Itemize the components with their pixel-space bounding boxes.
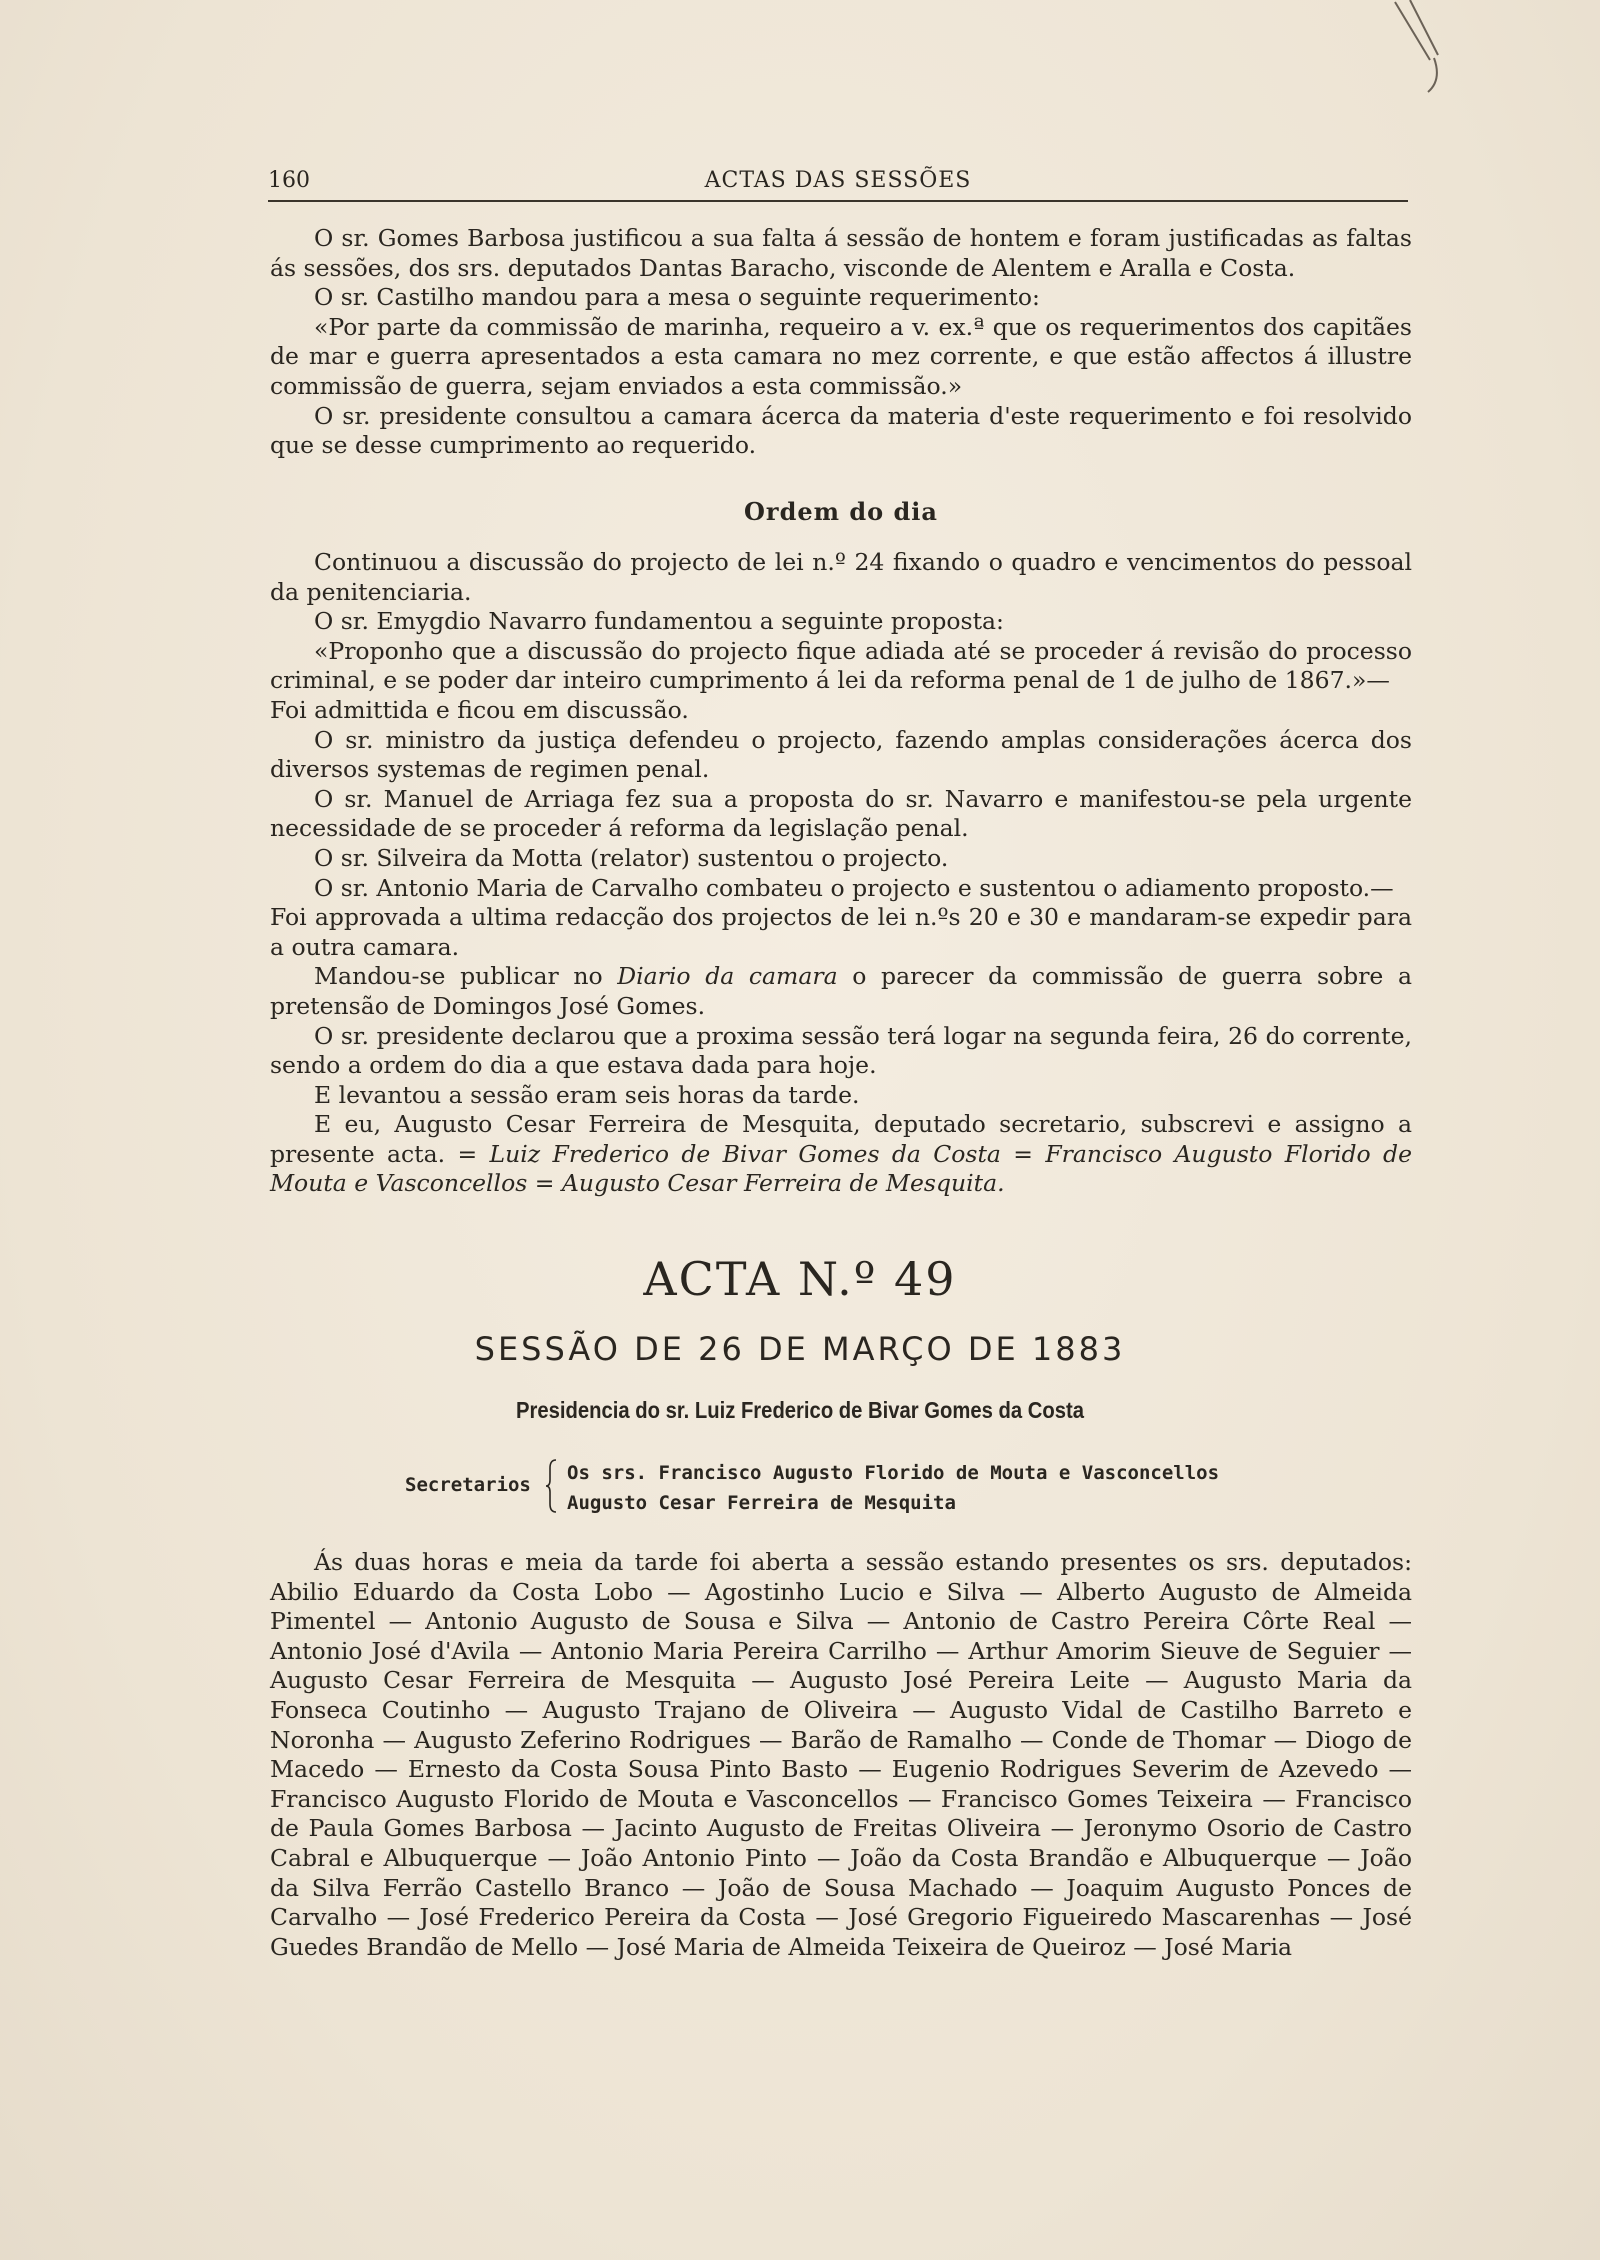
secretary-name: Os srs. Francisco Augusto Florido de Mouta e Vasconcellos bbox=[567, 1462, 1220, 1484]
secretaries-label: Secretarios bbox=[405, 1474, 531, 1496]
opening-section bbox=[270, 224, 1412, 461]
paragraph: O sr. Manuel de Arriaga fez sua a proposta do sr. Navarro e manifestou-se pela urgente necessidade de se proceder á reforma da legislação penal. bbox=[270, 784, 1412, 843]
secretary-name: Augusto Cesar Ferreira de Mesquita bbox=[567, 1492, 956, 1514]
page-header bbox=[268, 162, 1408, 202]
paragraph: O sr. presidente consultou a camara ácerca da materia d'este requerimento e foi resolvido que se desse cumprimento ao requerido. bbox=[270, 401, 1412, 460]
diario-text-after: o parecer da commissão de guerra sobre a pretensão de Domingos José Gomes. bbox=[270, 962, 1412, 1020]
session-title: SESSÃO DE 26 DE MARÇO DE 1883 bbox=[474, 1330, 1126, 1368]
running-head: ACTAS DAS SESSÕES bbox=[704, 168, 972, 193]
paragraph: «Proponho que a discussão do projecto fique adiada até se proceder á revisão do processo criminal, e se poder dar inteiro cumprimento á lei da reforma penal de 1 de julho de 1867.»— bbox=[270, 636, 1412, 695]
ordem-do-dia-section bbox=[270, 548, 1412, 1199]
paragraph bbox=[270, 962, 1412, 1021]
acta-title: ACTA N.º 49 bbox=[643, 1252, 957, 1306]
paragraph: O sr. Gomes Barbosa justificou a sua falta á sessão de hontem e foram justificadas as faltas ás sessões, dos srs. deputados Dantas Baracho, visconde de Alentem e Aralla e Costa. bbox=[270, 224, 1412, 282]
paragraph: O sr. Antonio Maria de Carvalho combateu o projecto e sustentou o adiamento proposto.— bbox=[314, 873, 1394, 902]
page-number: 160 bbox=[268, 168, 310, 193]
signature-names: = Luiz Frederico de Bivar Gomes da Costa = Francisco Augusto Florido de Mouta e Vasconcellos = Augusto Cesar Ferreira de Mesquita. bbox=[270, 1139, 1412, 1198]
paragraph: O sr. Castilho mandou para a mesa o seguinte requerimento: bbox=[314, 283, 1040, 312]
paragraph: O sr. ministro da justiça defendeu o projecto, fazendo amplas considerações ácerca dos diversos systemas de regimen penal. bbox=[270, 725, 1412, 784]
diario-text-before: Mandou-se publicar no bbox=[314, 962, 618, 991]
attendance-section bbox=[270, 1548, 1412, 1962]
brace-icon bbox=[545, 1458, 559, 1514]
header-rule bbox=[268, 200, 1408, 202]
paragraph: O sr. Emygdio Navarro fundamentou a seguinte proposta: bbox=[314, 607, 1004, 636]
presidency-line: Presidencia do sr. Luiz Frederico de Bivar Gomes da Costa bbox=[515, 1397, 1085, 1423]
secretaries-names bbox=[567, 1458, 1219, 1518]
paragraph: O sr. presidente declarou que a proxima sessão terá logar na segunda feira, 26 do corrente, sendo a ordem do dia a que estava dada para hoje. bbox=[270, 1021, 1412, 1080]
paragraph: Continuou a discussão do projecto de lei n.º 24 fixando o quadro e vencimentos do pessoal da penitenciaria. bbox=[270, 548, 1412, 606]
attendance-paragraph: Ás duas horas e meia da tarde foi aberta a sessão estando presentes os srs. deputados: Abilio Eduardo da Costa Lobo — Agostinho Lucio e Silva — Alberto Augusto de Almeida Pimentel — Antonio Augusto de Sousa e Silva — Antonio de Castro Pereira Côrte Real — Antonio José d'Avila — Antonio Maria Pereira Carrilho — Arthur Amorim Sieuve de Seguier — Augusto Cesar Ferreira de Mesquita — Augusto José Pereira Leite — Augusto Maria da Fonseca Coutinho — Augusto Trajano de Oliveira — Augusto Vidal de Castilho Barreto e Noronha — Augusto Zeferino Rodrigues — Barão de Ramalho — Conde de Thomar — Diogo de Macedo — Ernesto da Costa Sousa Pinto Basto — Eugenio Rodrigues Severim de Azevedo — Francisco Augusto Florido de Mouta e Vasconcellos — Francisco Gomes Teixeira — Francisco de Paula Gomes Barbosa — Jacinto Augusto de Freitas Oliveira — Jeronymo Osorio de Castro Cabral e Albuquerque — João Antonio Pinto — João da Costa Brandão e Albuquerque — João da Silva Ferrão Castello Branco — João de Sousa Machado — Joaquim Augusto Ponces de Carvalho — José Frederico Pereira da Costa — José Gregorio Figueiredo Mascarenhas — José Guedes Brandão de Mello — José Maria de Almeida Teixeira de Queiroz — José Maria bbox=[270, 1548, 1412, 1961]
paragraph: «Por parte da commissão de marinha, requeiro a v. ex.ª que os requerimentos dos capitães de mar e guerra apresentados a esta camara no mez corrente, e que estão affectos á illustre commissão de guerra, sejam enviados a esta commissão.» bbox=[270, 312, 1412, 400]
paragraph: E levantou a sessão eram seis horas da tarde. bbox=[314, 1080, 860, 1109]
secretaries-block bbox=[405, 1458, 1305, 1518]
diario-title: Diario da camara bbox=[617, 962, 838, 991]
paragraph: Foi approvada a ultima redacção dos projectos de lei n.ºs 20 e 30 e mandaram-se expedir para a outra camara. bbox=[270, 903, 1412, 961]
pencil-mark bbox=[1390, 0, 1450, 95]
ordem-do-dia-title: Ordem do dia bbox=[744, 497, 938, 526]
paragraph: Foi admittida e ficou em discussão. bbox=[270, 695, 689, 724]
signature-text: E eu, Augusto Cesar Ferreira de Mesquita, deputado secretario, subscrevi e assigno a presente acta. bbox=[270, 1110, 1412, 1168]
signature-paragraph bbox=[270, 1110, 1412, 1199]
paragraph: O sr. Silveira da Motta (relator) sustentou o projecto. bbox=[314, 843, 949, 872]
